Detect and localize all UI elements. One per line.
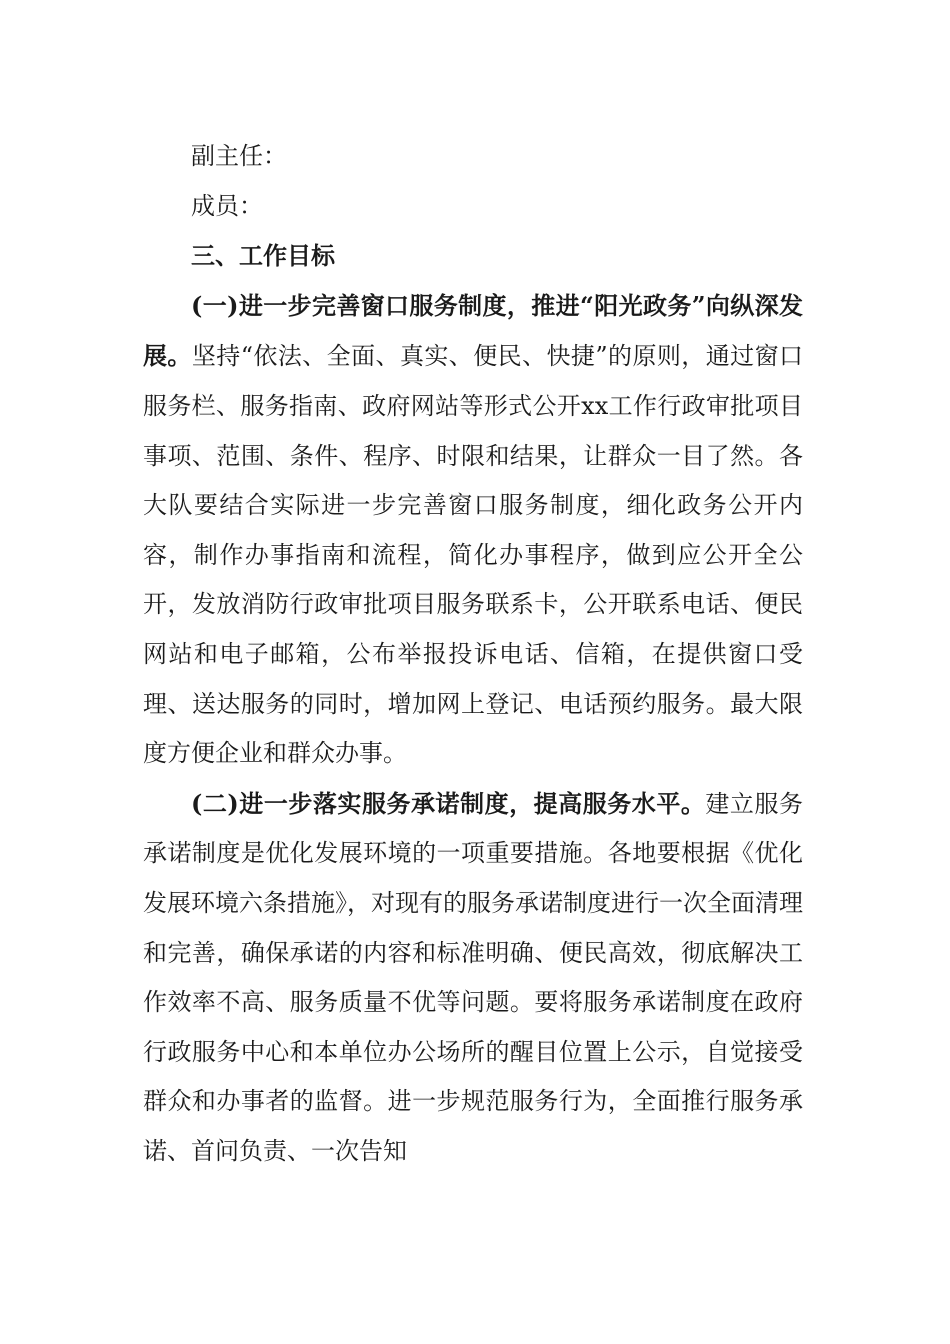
item-two-paragraph xyxy=(143,779,803,1177)
deputy-director-line: 副主任： xyxy=(191,142,287,170)
item-one-paragraph xyxy=(143,281,803,779)
item-one-body: 坚持“依法、全面、真实、便民、快捷”的原则，通过窗口服务栏、服务指南、政府网站等形式公开xx工作行政审批项目事项、范围、条件、程序、时限和结果，让群众一目了然。各大队要结合实际进一步完善窗口服务制度，细化政务公开内容，制作办事指南和流程，简化办事程序，做到应公开全公开，发放消防行政审批项目服务联系卡，公开联系电话、便民网站和电子邮箱，公布举报投诉电话、信箱，在提供窗口受理、送达服务的同时，增加网上登记、电话预约服务。最大限度方便企业和群众办事。 xyxy=(143,342,804,768)
members-line: 成员： xyxy=(191,191,263,220)
section-three-title: 三、工作目标 xyxy=(191,241,335,271)
item-two-heading: (二)进一步落实服务承诺制度，提高服务水平。 xyxy=(191,788,706,818)
item-two-body: 建立服务承诺制度是优化发展环境的一项重要措施。各地要根据《优化发展环境六条措施》，对现有的服务承诺制度进行一次全面清理和完善，确保承诺的内容和标准明确、便民高效，彻底解决工作效率不高、服务质量不优等问题。要将服务承诺制度在政府行政服务中心和本单位办公场所的醒目位置上公示，自觉接受群众和办事者的监督。进一步规范服务行为，全面推行服务承诺、首问负责、一次告知 xyxy=(143,789,803,1165)
document-body xyxy=(143,132,803,1176)
item-one-heading: (一)进一步完善窗口服务制度，推进“阳光政务”向纵深发展。 xyxy=(143,290,803,371)
